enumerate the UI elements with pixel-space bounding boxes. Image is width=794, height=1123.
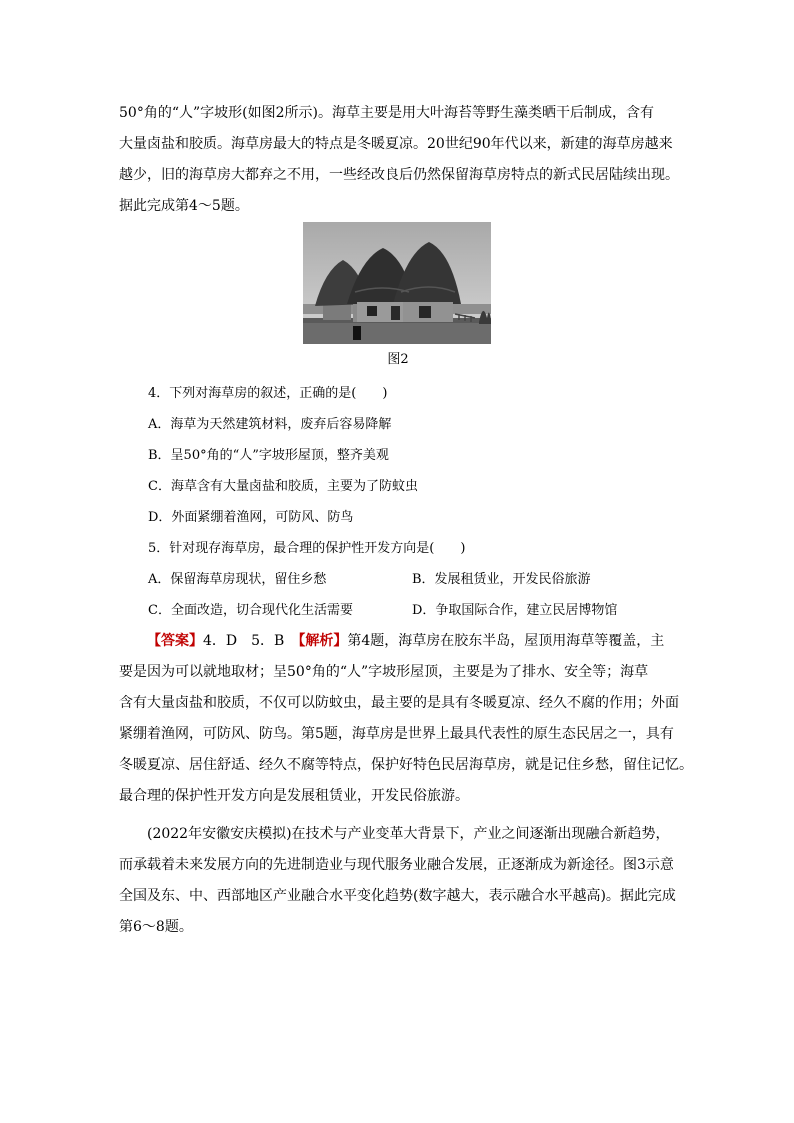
question-5-option-d: D．争取国际合作，建立民居博物馆 <box>412 603 618 618</box>
figure-caption: 图2 <box>387 352 409 367</box>
analysis-line: 含有大量卤盐和胶质，不仅可以防蚊虫，最主要的是具有冬暖夏凉、经久不腐的作用；外面 <box>119 695 679 711</box>
next-section-intro <box>119 819 679 943</box>
next-intro-line: 全国及东、中、西部地区产业融合水平变化趋势(数字越大，表示融合水平越高)。据此完成 <box>119 888 676 904</box>
question-5-option-c: C．全面改造，切合现代化生活需要 <box>148 603 353 618</box>
seaweed-house-photo <box>303 222 491 344</box>
question-4-option-b: B．呈50°角的“人”字坡形屋顶，整齐美观 <box>148 448 389 463</box>
question-5-option-b: B．发展租赁业，开发民俗旅游 <box>412 572 591 587</box>
analysis-label: 【解析】 <box>298 633 348 649</box>
analysis-line: 最合理的保护性开发方向是发展租赁业，开发民俗旅游。 <box>119 788 469 804</box>
next-intro-line: 第6～8题。 <box>119 919 193 935</box>
seaweed-house-illustration <box>303 222 491 344</box>
answer-values: 4．D 5．B <box>203 633 285 649</box>
analysis-text: 第4题，海草房在胶东半岛，屋顶用海草等覆盖，主 <box>347 633 665 649</box>
analysis-line: 冬暖夏凉、居住舒适、经久不腐等特点，保护好特色民居海草房，就是记住乡愁，留住记忆。 <box>119 757 693 773</box>
question-4-option-d: D．外面紧绷着渔网，可防风、防鸟 <box>148 510 354 525</box>
question-5-option-a: A．保留海草房现状，留住乡愁 <box>148 572 327 587</box>
intro-line: 越少，旧的海草房大都弃之不用，一些经改良后仍然保留海草房特点的新式民居陆续出现。 <box>119 167 679 183</box>
answer-analysis <box>119 626 693 812</box>
answer-first-line <box>119 626 679 657</box>
answer-label: 【答案】 <box>147 633 203 649</box>
question-5-stem: 5．针对现存海草房，最合理的保护性开发方向是( ) <box>148 541 466 556</box>
intro-line: 大量卤盐和胶质。海草房最大的特点是冬暖夏凉。20世纪90年代以来，新建的海草房越来 <box>119 136 673 152</box>
question-4-option-a: A．海草为天然建筑材料，废弃后容易降解 <box>148 417 392 432</box>
analysis-line: 要是因为可以就地取材；呈50°角的“人”字坡形屋顶，主要是为了排水、安全等；海草 <box>119 664 649 680</box>
intro-paragraph <box>119 98 679 222</box>
intro-line: 50°角的“人”字坡形(如图2所示)。海草主要是用大叶海苔等野生藻类晒干后制成，含有 <box>119 105 654 121</box>
analysis-line: 紧绷着渔网，可防风、防鸟。第5题，海草房是世界上最具代表性的原生态民居之一，具有 <box>119 726 674 742</box>
intro-line: 据此完成第4～5题。 <box>119 198 249 214</box>
question-4-stem: 4．下列对海草房的叙述，正确的是( ) <box>148 386 388 401</box>
question-4-option-c: C．海草含有大量卤盐和胶质，主要为了防蚊虫 <box>148 479 418 494</box>
next-intro-line: (2022年安徽安庆模拟)在技术与产业变革大背景下，产业之间逐渐出现融合新趋势， <box>147 826 670 842</box>
next-intro-line: 而承载着未来发展方向的先进制造业与现代服务业融合发展，正逐渐成为新途径。图3示意 <box>119 857 674 873</box>
